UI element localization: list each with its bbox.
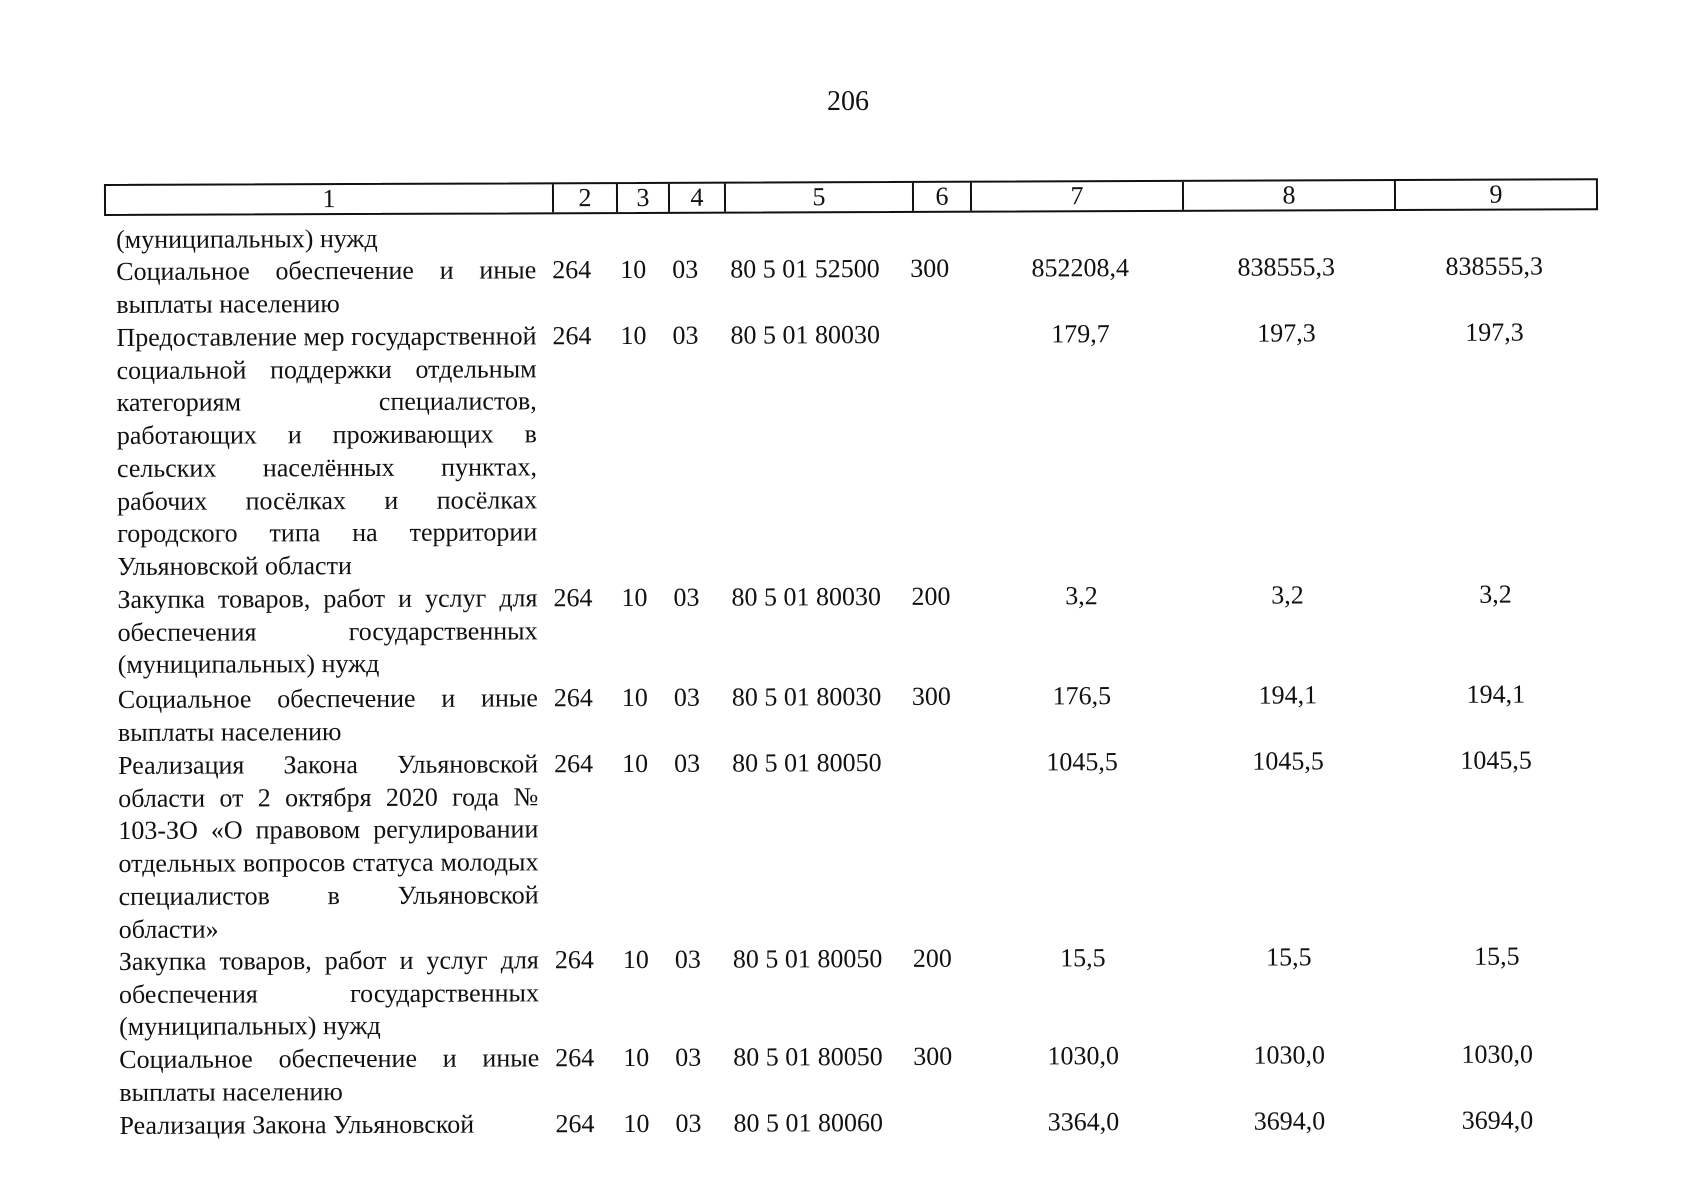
row-col-7: 3364,0 bbox=[1047, 1107, 1120, 1137]
row-col-2: 264 bbox=[553, 683, 593, 713]
row-col-9: 3694,0 bbox=[1461, 1105, 1534, 1135]
row-name: Реализация Закона Ульяновской области от 2 октября 2020 года № 103-ЗО «О правовом регулировании отдельных вопросов статуса молодых специалистов в Ульяновской области» bbox=[118, 749, 539, 944]
row-col-5: 80 5 01 80050 bbox=[732, 944, 883, 974]
row-col-6: 300 bbox=[910, 253, 950, 283]
row-col-2: 264 bbox=[555, 1109, 595, 1139]
row-col-4: 03 bbox=[672, 320, 699, 350]
row-col-8: 3694,0 bbox=[1253, 1106, 1326, 1136]
header-cell-7: 7 bbox=[970, 182, 1182, 211]
row-col-2: 264 bbox=[552, 321, 592, 351]
row-name: (муниципальных) нужд bbox=[116, 223, 378, 254]
header-cell-9: 9 bbox=[1394, 180, 1596, 209]
header-cell-3: 3 bbox=[616, 184, 668, 212]
row-name: Закупка товаров, работ и услуг для обеспечения государственных (муниципальных) нужд bbox=[117, 583, 538, 680]
row-col-5: 80 5 01 80030 bbox=[731, 682, 882, 712]
row-col-9: 197,3 bbox=[1465, 317, 1524, 347]
row-col-9: 15,5 bbox=[1474, 941, 1520, 971]
row-col-5: 80 5 01 80050 bbox=[732, 748, 882, 778]
row-col-3: 10 bbox=[620, 254, 647, 285]
row-col-4: 03 bbox=[672, 254, 699, 284]
row-col-4: 03 bbox=[673, 682, 700, 712]
row-col-4: 03 bbox=[674, 944, 701, 974]
row-col-8: 194,1 bbox=[1258, 680, 1318, 710]
page-number: 206 bbox=[827, 86, 869, 117]
row-col-9: 1030,0 bbox=[1461, 1039, 1534, 1069]
row-col-9: 194,1 bbox=[1466, 679, 1526, 709]
header-cell-8: 8 bbox=[1182, 181, 1394, 210]
row-col-5: 80 5 01 80050 bbox=[733, 1042, 883, 1072]
row-name: Предоставление мер государственной социальной поддержки отдельным категориям специалистов, работающих и проживающих в сельских населённых пунктах, рабочих посёлках и посёлках городского типа на территории Ульяновской области bbox=[116, 321, 538, 581]
table-row bbox=[0, 218, 1696, 254]
row-col-8: 197,3 bbox=[1257, 318, 1316, 348]
row-col-8: 838555,3 bbox=[1237, 252, 1336, 282]
row-col-6: 200 bbox=[911, 581, 951, 611]
row-col-5: 80 5 01 80060 bbox=[733, 1108, 884, 1138]
row-col-5: 80 5 01 80030 bbox=[731, 582, 882, 612]
row-col-5: 80 5 01 52500 bbox=[730, 254, 880, 284]
row-col-3: 10 bbox=[621, 682, 648, 713]
row-col-2: 264 bbox=[554, 749, 594, 779]
row-col-8: 3,2 bbox=[1271, 580, 1304, 610]
row-col-4: 03 bbox=[673, 582, 700, 612]
row-col-7: 179,7 bbox=[1051, 319, 1110, 349]
header-cell-2: 2 bbox=[552, 184, 616, 212]
row-col-2: 264 bbox=[553, 583, 593, 613]
row-col-3: 10 bbox=[623, 1042, 650, 1073]
row-col-4: 03 bbox=[675, 1108, 702, 1138]
row-col-2: 264 bbox=[555, 1043, 595, 1073]
header-cell-5: 5 bbox=[724, 183, 912, 212]
row-col-3: 10 bbox=[620, 320, 647, 351]
row-col-7: 1030,0 bbox=[1047, 1041, 1120, 1071]
header-cell-1: 1 bbox=[322, 184, 336, 214]
row-col-3: 10 bbox=[622, 748, 649, 779]
row-col-6: 200 bbox=[912, 943, 952, 973]
row-name: Социальное обеспечение и иные выплаты населению bbox=[119, 1043, 540, 1107]
row-name: Социальное обеспечение и иные выплаты населению bbox=[117, 683, 538, 747]
row-name: Реализация Закона Ульяновской bbox=[119, 1109, 475, 1140]
row-col-8: 1030,0 bbox=[1253, 1040, 1326, 1070]
row-col-4: 03 bbox=[675, 1042, 702, 1072]
row-col-3: 10 bbox=[621, 582, 648, 613]
row-col-2: 264 bbox=[554, 945, 594, 975]
row-col-4: 03 bbox=[674, 748, 701, 778]
row-name: Закупка товаров, работ и услуг для обеспечения государственных (муниципальных) нужд bbox=[118, 945, 540, 1042]
row-col-5: 80 5 01 80030 bbox=[730, 320, 881, 350]
row-col-9: 1045,5 bbox=[1460, 745, 1532, 775]
row-name: Социальное обеспечение и иные выплаты населению bbox=[116, 255, 537, 319]
row-col-7: 176,5 bbox=[1052, 681, 1112, 711]
row-col-2: 264 bbox=[552, 255, 592, 285]
row-col-7: 852208,4 bbox=[1031, 253, 1130, 283]
row-col-8: 15,5 bbox=[1266, 942, 1312, 972]
row-col-7: 1045,5 bbox=[1046, 747, 1118, 777]
row-col-9: 3,2 bbox=[1479, 579, 1512, 609]
header-cell-4: 4 bbox=[668, 184, 724, 212]
row-col-8: 1045,5 bbox=[1252, 746, 1324, 776]
row-col-6: 300 bbox=[913, 1041, 953, 1071]
row-col-3: 10 bbox=[622, 944, 649, 975]
header-cell-6: 6 bbox=[912, 183, 970, 211]
row-col-7: 15,5 bbox=[1060, 943, 1106, 973]
row-col-6: 300 bbox=[911, 681, 951, 711]
row-col-7: 3,2 bbox=[1065, 581, 1098, 611]
row-col-3: 10 bbox=[623, 1108, 650, 1139]
row-col-9: 838555,3 bbox=[1445, 251, 1544, 281]
